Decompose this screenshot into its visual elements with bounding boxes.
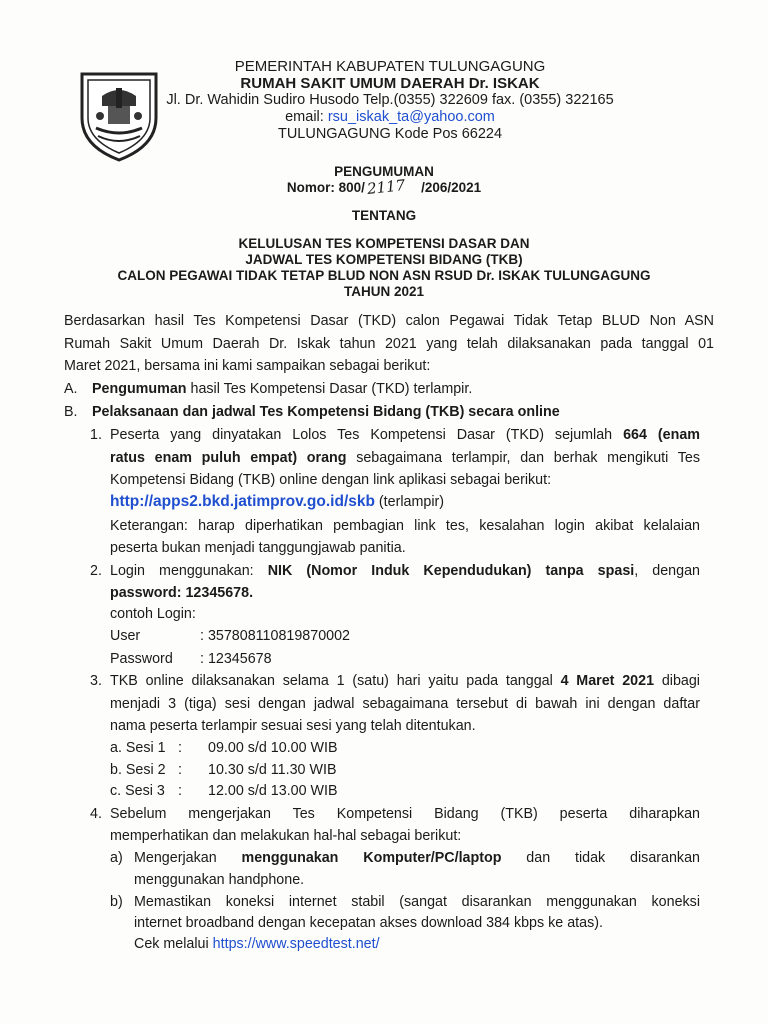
item-2-password: password: 12345678. [110,585,254,601]
item-4b-line-2: internet broadband dengan kecepatan akses download 384 kbps ke atas). [134,915,603,931]
item-4-marker: 4. [90,806,102,822]
example-user-value: : 357808110819870002 [200,628,351,644]
session-2-time: 10.30 s/d 11.30 WIB [208,762,337,778]
session-3-sep: : [178,783,182,799]
item-3-text: TKB online dilaksanakan selama 1 (satu) hari yaitu pada tanggal [110,673,561,689]
example-password-value: : 12345678 [200,651,272,667]
tentang-heading: TENTANG [351,208,417,223]
item-1-count-bold: 664 (enam [623,427,701,443]
session-3-time: 12.00 s/d 13.00 WIB [208,783,338,799]
announcement-heading: PENGUMUMAN [334,164,434,179]
item-2-nik-bold: NIK (Nomor Induk Kependudukan) tanpa spasi [267,563,635,579]
intro-line-3: Maret 2021, bersama ini kami sampaikan sebagai berikut: [64,358,431,374]
item-4b-marker: b) [110,894,123,910]
section-b-heading: Pelaksanaan dan jadwal Tes Kompetensi Bidang (TKB) secara online [92,404,560,420]
item-4b-line-1: Memastikan koneksi internet stabil (sangat disarankan menggunakan koneksi [134,894,700,910]
item-1-line-2-text: sebagaimana terlampir, dan berhak mengikuti Tes [346,450,701,466]
session-1-sep: : [178,740,182,756]
item-2-line-1-end: , dengan [634,563,700,579]
number-suffix: /206/2021 [421,180,482,195]
item-2-login-label: Login menggunakan: [110,563,268,579]
intro-line-1: Berdasarkan hasil Tes Kompetensi Dasar (TKD) calon Pegawai Tidak Tetap BLUD Non ASN [64,313,714,329]
item-4a-line-1-end: dan tidak disarankan [501,850,700,866]
item-3-line-1 [110,673,700,689]
item-1-line-1-text: Peserta yang dinyatakan Lolos Tes Kompetensi Dasar (TKD) sejumlah [110,427,624,443]
letterhead-email [150,109,630,125]
item-4-line-2: memperhatikan dan melakukan hal-hal sebagai berikut: [110,828,462,844]
item-1-count-words: ratus enam puluh empat) orang [110,450,347,466]
item-4a-line-1 [134,850,700,866]
letterhead-hospital-name: RUMAH SAKIT UMUM DAERAH Dr. ISKAK [240,75,540,92]
item-3-date-bold: 4 Maret 2021 [560,673,655,689]
intro-line-2: Rumah Sakit Umum Daerah Dr. Iskak tahun 2021 yang telah dilaksanakan pada tanggal 01 [64,336,714,352]
speedtest-link[interactable]: https://www.speedtest.net/ [212,936,380,952]
item-1-line-1 [110,427,700,443]
subject-line-4: TAHUN 2021 [343,284,425,299]
section-b-marker: B. [64,404,78,420]
item-3-line-1-end: dibagi [654,673,700,689]
item-3-line-3: nama peserta terlampir sesuai sesi yang telah ditentukan. [110,718,476,734]
announcement-number [0,178,768,196]
email-link[interactable]: rsu_iskak_ta@yahoo.com [327,109,495,125]
link-note: (terlampir) [374,494,445,510]
item-4a-line-2: menggunakan handphone. [134,872,305,888]
section-a-bold: Pengumuman [92,381,187,397]
session-2-sep: : [178,762,182,778]
session-1-time: 09.00 s/d 10.00 WIB [208,740,338,756]
item-2-marker: 2. [90,563,102,579]
email-label: email: [285,109,328,125]
example-password-label: Password [110,651,173,667]
item-1-link-line [110,493,444,511]
item-4a-text: Mengerjakan [134,850,242,866]
item-1-line-3: Kompetensi Bidang (TKB) online dengan link aplikasi sebagai berikut: [110,472,552,488]
handwritten-number: 2117 [366,176,406,198]
session-2-label: b. Sesi 2 [110,762,166,778]
number-prefix: Nomor: 800/ [286,180,365,195]
example-user-label: User [110,628,141,644]
item-3-line-2: menjadi 3 (tiga) sesi dengan jadwal sebagaimana tersebut di bawah ini dengan daftar [110,696,700,712]
letterhead-government: PEMERINTAH KABUPATEN TULUNGAGUNG [234,58,546,75]
subject-line-2: JADWAL TES KOMPETENSI BIDANG (TKB) [245,252,523,267]
subject-line-3: CALON PEGAWAI TIDAK TETAP BLUD NON ASN RSUD Dr. ISKAK TULUNGAGUNG [117,268,651,283]
letterhead-address: Jl. Dr. Wahidin Sudiro Husodo Telp.(0355) 322609 fax. (0355) 322165 [166,92,614,108]
item-1-line-2 [110,450,700,466]
session-1-label: a. Sesi 1 [110,740,166,756]
item-1-note-1: Keterangan: harap diperhatikan pembagian link tes, kesalahan login akibat kelalaian [110,518,700,534]
section-a-marker: A. [64,381,78,397]
item-4-line-1: Sebelum mengerjakan Tes Kompetensi Bidang (TKB) peserta diharapkan [110,806,700,822]
item-2-line-1 [110,563,700,579]
item-3-marker: 3. [90,673,102,689]
item-4b-line-3 [134,936,380,952]
regency-emblem-logo [78,66,160,164]
session-3-label: c. Sesi 3 [110,783,165,799]
section-a-text [92,381,472,397]
subject-line-1: KELULUSAN TES KOMPETENSI DASAR DAN [238,236,530,251]
login-example-label: contoh Login: [110,606,196,622]
skb-app-link[interactable]: http://apps2.bkd.jatimprov.go.id/skb [110,493,375,510]
letterhead-postal: TULUNGAGUNG Kode Pos 66224 [277,126,503,142]
section-a-rest: hasil Tes Kompetensi Dasar (TKD) terlampir. [186,381,473,397]
item-4a-marker: a) [110,850,123,866]
item-1-marker: 1. [90,427,102,443]
item-4a-device-bold: menggunakan Komputer/PC/laptop [241,850,502,866]
item-1-note-2: peserta bukan menjadi tanggungjawab panitia. [110,540,406,556]
speedtest-label: Cek melalui [134,936,213,952]
